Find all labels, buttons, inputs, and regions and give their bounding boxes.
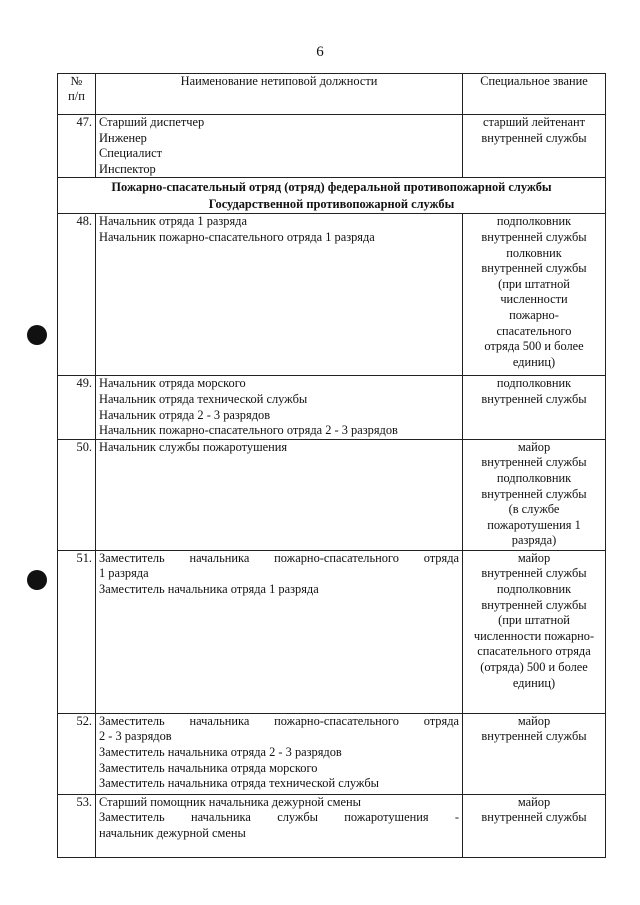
position-line: Инженер	[99, 130, 147, 145]
section-heading-line2: Государственной противопожарной службы	[208, 196, 455, 211]
table-header-row	[58, 74, 606, 115]
position-line: Заместитель начальника службы пожаротушения -	[99, 810, 459, 825]
position-line: Начальник службы пожаротушения	[99, 439, 288, 454]
table-row	[58, 550, 606, 713]
rank-line: внутренней службы	[481, 229, 587, 244]
rank-line: подполковник	[496, 470, 572, 485]
rank-line: (в службе	[508, 502, 560, 517]
header-special-rank: Специальное звание	[463, 74, 606, 115]
punch-hole-mark	[27, 570, 47, 590]
rank-line: подполковник	[496, 581, 572, 596]
rank-line: (отряда) 500 и более	[480, 659, 588, 674]
rank-line: внутренней службы	[481, 566, 587, 581]
header-number-line2: п/п	[68, 89, 85, 103]
position-line: Инспектор	[99, 161, 156, 176]
position-line: Специалист	[99, 146, 162, 161]
rank-line: спасательного	[496, 323, 572, 338]
rank-line: внутренней службы	[481, 130, 587, 145]
rank-line: (при штатной	[498, 613, 570, 628]
rank-line: (при штатной	[498, 276, 570, 291]
position-line: Начальник отряда морского	[99, 376, 246, 391]
table-row	[58, 214, 606, 376]
table-row	[58, 115, 606, 178]
row-number: 51.	[58, 550, 96, 713]
special-rank-cell	[463, 794, 606, 857]
punch-hole-mark	[27, 325, 47, 345]
position-name-cell	[96, 115, 463, 178]
table-row	[58, 376, 606, 439]
header-position-name: Наименование нетиповой должности	[96, 74, 463, 115]
rank-line: пожаротушения 1	[487, 517, 581, 532]
rank-line: отряда 500 и более	[484, 339, 584, 354]
rank-line: разряда)	[511, 533, 557, 548]
special-rank-cell	[463, 376, 606, 439]
special-rank-cell	[463, 115, 606, 178]
position-line: Заместитель начальника отряда технической службы	[99, 776, 379, 791]
table-row	[58, 794, 606, 857]
table-row	[58, 713, 606, 794]
row-number: 50.	[58, 439, 96, 550]
rank-line: численности пожарно-	[473, 628, 595, 643]
section-heading	[58, 178, 606, 214]
rank-line: майор	[517, 439, 551, 454]
position-name-cell	[96, 376, 463, 439]
rank-line: внутренней службы	[481, 486, 587, 501]
position-line: Заместитель начальника отряда 1 разряда	[99, 581, 319, 596]
position-line: Начальник отряда 2 - 3 разрядов	[99, 407, 271, 422]
position-line: 1 разряда	[99, 566, 149, 581]
position-line: Начальник отряда технической службы	[99, 391, 308, 406]
position-line: Заместитель начальника отряда морского	[99, 760, 318, 775]
position-line: Заместитель начальника пожарно-спасательного отряда	[99, 550, 459, 565]
rank-line: подполковник	[496, 214, 572, 229]
page-number: 6	[316, 44, 324, 60]
position-name-cell	[96, 794, 463, 857]
rank-line: майор	[517, 713, 551, 728]
rank-line: внутренней службы	[481, 261, 587, 276]
special-rank-cell	[463, 550, 606, 713]
rank-line: единиц)	[512, 675, 556, 690]
rank-line: единиц)	[512, 354, 556, 369]
position-name-cell	[96, 713, 463, 794]
section-heading-line1: Пожарно-спасательный отряд (отряд) федеральной противопожарной службы	[111, 179, 552, 194]
header-number-line1: №	[70, 74, 83, 88]
rank-line: майор	[517, 794, 551, 809]
rank-line: внутренней службы	[481, 810, 587, 825]
row-number: 48.	[58, 214, 96, 376]
row-number: 49.	[58, 376, 96, 439]
rank-line: внутренней службы	[481, 729, 587, 744]
table-row	[58, 439, 606, 550]
row-number: 53.	[58, 794, 96, 857]
special-rank-cell	[463, 439, 606, 550]
row-number: 47.	[58, 115, 96, 178]
rank-line: внутренней службы	[481, 455, 587, 470]
positions-table	[57, 73, 606, 858]
header-number	[58, 74, 96, 115]
position-line: начальник дежурной смены	[99, 825, 246, 840]
position-name-cell	[96, 214, 463, 376]
position-line: Начальник пожарно-спасательного отряда 2 - 3 разрядов	[99, 423, 398, 438]
rank-line: спасательного отряда	[477, 644, 591, 659]
rank-line: пожарно-	[509, 307, 559, 322]
rank-line: подполковник	[496, 376, 572, 391]
position-line: Начальник отряда 1 разряда	[99, 214, 247, 229]
rank-line: майор	[517, 550, 551, 565]
position-line: 2 - 3 разрядов	[99, 729, 172, 744]
position-line: Заместитель начальника отряда 2 - 3 разрядов	[99, 744, 342, 759]
position-name-cell	[96, 439, 463, 550]
rank-line: численности	[500, 292, 568, 307]
rank-line: старший лейтенант	[482, 115, 586, 129]
section-heading-row	[58, 178, 606, 214]
rank-line: внутренней службы	[481, 597, 587, 612]
position-line: Начальник пожарно-спасательного отряда 1 разряда	[99, 229, 375, 244]
position-line: Заместитель начальника пожарно-спасательного отряда	[99, 713, 459, 728]
row-number: 52.	[58, 713, 96, 794]
rank-line: внутренней службы	[481, 391, 587, 406]
rank-line: полковник	[506, 245, 562, 260]
special-rank-cell	[463, 214, 606, 376]
special-rank-cell	[463, 713, 606, 794]
position-line: Старший диспетчер	[99, 115, 205, 129]
position-line: Старший помощник начальника дежурной смены	[99, 794, 361, 809]
position-name-cell	[96, 550, 463, 713]
